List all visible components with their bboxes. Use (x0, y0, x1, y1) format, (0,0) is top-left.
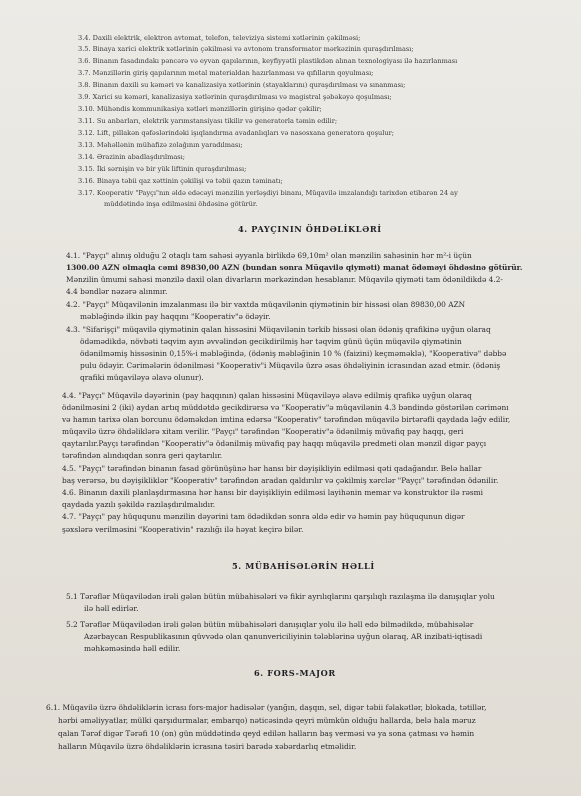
text-line: pulu ödəyir. Cərimələrin ödənilməsi "Kooperativ"i Müqavilə üzrə əsas öhdəliyinin icrasından azad etmir. (ödəniş (80, 361, 501, 370)
text-line: 4.3. "Sifarişçi" müqavilə qiymətinin qalan hissəsini Müqavilənin tərkib hissəsi olan ödəniş qrafikinə uyğun olaraq (66, 325, 491, 334)
text-line: qalan Tərəf digər Tərəfi 10 (on) gün müddətində qeyd edilən halların baş verməsi və ya sona çatması və həmin (58, 729, 475, 738)
section-heading: 5. MÜBAHİSƏLƏRİN HƏLLİ (232, 561, 375, 571)
text-line: baş verərsə, bu dəyişikliklər "Kooperativ" tərəfindən aradan qaldırılır və çəkilmiş xərclər "Payçı" tərəfindən ödənilir. (62, 476, 499, 485)
text-line: 4.4. "Payçı" Müqavilə dəyərinin (pay haqqının) qalan hissəsini Müqaviləyə əlavə edilmiş qrafikə uyğun olaraq (62, 391, 472, 400)
text-line: 5.2 Tərəflər Müqavilədən irəli gələn bütün mübahisələri danışıqlar yolu ilə həll edə bilmədikdə, mübahisələr (66, 620, 474, 629)
text-line: 4.5. "Payçı" tərəfindən binanın fasad görünüşünə hər hansı bir dəyişikliyin edilməsi qəti qadağandır. Belə hallar (62, 464, 482, 473)
text-line: 3.8. Binanın daxili su kəməri və kanalizasiya xətlərinin (stayaklarını) quraşdırılması və sınanması; (78, 81, 406, 89)
text-line: 5.1 Tərəflər Müqavilədən irəli gələn bütün mübahisələri və fikir ayrılıqlarını qarşılıqlı razılaşma ilə danışıqlar yolu (66, 592, 495, 601)
text-line: 4.4 bəndlər nəzərə alınmır. (66, 287, 168, 296)
text-line: ödəmədikdə, növbəti təqvim ayın əvvəlindən gecikdirilmiş hər təqvim günü üçün müqavilə qiymətinin (80, 337, 462, 346)
text-line: 3.10. Mühəndis kommunikasiya xətləri mənzillərin girişinə qədər çəkilir; (78, 105, 322, 113)
text-line: 6.1. Müqavilə üzrə öhdəliklərin icrası fors-major hadisələr (yanğın, daşqın, sel, digər təbii fəlakətlər, blokada, tətillər, (46, 703, 487, 712)
text-line: məhkəməsində həll edilir. (84, 644, 181, 653)
text-line: 3.11. Su anbarları, elektrik yarımstansiyası tikilir və generatorla təmin edilir; (78, 117, 338, 125)
text-line: 4.1. "Payçı" alınış olduğu 2 otaqlı tam sahəsi əyyanla birlikdə 69,10m² olan mənzilin sahəsinin hər m²-i üçün (66, 251, 472, 260)
text-line: ilə həll edirlər. (84, 604, 139, 613)
text-line: müqavilə üzrə öhdəliklərə xitam verilir. "Payçı" tərəfindən "Kooperativ"ə ödənilmiş müvafiq pay haqqı, geri (62, 427, 464, 436)
text-line: 4.2. "Payçı" Müqavilənin imzalanması ilə bir vaxtda müqavilənin qiymətinin bir hissəsi olan 89830,00 AZN (66, 300, 466, 309)
text-line: 3.6. Binanın fasadındakı pəncərə və eyvan qapılarının, keyfiyyətli plastikdən alınan texnologiyası ilə hazırlanması (78, 57, 458, 65)
text-line: tərəfindən alındıqdan sonra geri qaytarılır. (62, 451, 223, 460)
text-line: 3.4. Daxili elektrik, elektron avtomat, telefon, televiziya sistemi xətlərinin çəkilməsi; (78, 34, 361, 42)
text-line: 4.6. Binanın daxili planlaşdırmasına hər hansı bir dəyişikliyin edilməsi layihənin memar və konstruktor ilə rəsmi (62, 488, 484, 497)
text-line: Azərbaycan Respublikasının qüvvədə olan qanunvericiliyinin tələblərinə uyğun olaraq, AR inzibati-iqtisadi (84, 632, 483, 641)
text-line: hərbi əməliyyatlar, mülki qarşıdurmalar, embarqo) nəticəsində qeyri mümkün olduğu hallarda, belə hala məruz (58, 716, 476, 725)
text-line: 1300.00 AZN olmaqla cəmi 89830,00 AZN (bundan sonra Müqavilə qiyməti) manat ödəməyi öhdəsinə götürür. (66, 263, 523, 272)
text-line: 3.5. Binaya xarici elektrik xətlərinin çəkilməsi və avtonom transformator mərkəzinin quraşdırılması; (78, 45, 414, 53)
text-line: 3.13. Məhəllənin mühafizə zolağının yaradılması; (78, 141, 243, 149)
text-line: ödənilməsini 2 (iki) aydan artıq müddətdə gecikdirərsə və "Kooperativ"ə müqavilənin 4.3 bəndində göstərilən cərimənı (62, 403, 509, 412)
text-line: 3.12. Lift, pillakən qəfəslərindəki işıqlandırma avadanlıqları və nasosxana generatora qoşulur; (78, 129, 395, 137)
text-line: 3.14. Ərazinin abadlaşdırılması; (78, 153, 185, 161)
text-line: Mənzilin ümumi sahəsi mənzilə daxil olan divarların mərkəzindən hesablanır. Müqavilə qiyməti tam ödənildikdə 4.2- (66, 275, 503, 284)
text-line: müddətində inşa edilməsini öhdəsinə götürür. (104, 200, 258, 208)
section-heading: 6. FORS-MAJOR (254, 668, 336, 678)
text-line: şəxslərə verilməsini "Kooperativin" razılığı ilə həyat keçirə bilər. (62, 525, 304, 534)
text-line: 3.9. Xarici su kəməri, kanalizasiya xətlərinin quraşdırılması və magistral şəbəkəyə qoşulması; (78, 93, 392, 101)
text-line: halların Müqavilə üzrə öhdəliklərin icrasına təsiri barədə xəbərdarlıq etməlidir. (58, 742, 357, 751)
text-line: 3.7. Mənzillərin giriş qapılarının metal materialdan hazırlanması və qıfılların qoyulması; (78, 69, 374, 77)
text-line: qaydada yazılı şəkildə razılaşdırılmalıdır. (62, 500, 216, 509)
text-line: 3.15. İki sərnişin və bir yük liftinin quraşdırılması; (78, 165, 247, 173)
text-line: ödənilməmiş hissəsinin 0,15%-i məbləğində, (ödəniş məbləğinin 10 % (faizini) keçməməklə), "Kooperativə" dəbbə (80, 349, 507, 358)
text-line: 3.17. Kooperativ "Payçı"nın əldə edəcəyi mənzilin yerləşdiyi binanı, Müqavilə imzalandığı tarixdən etibarən 24 ay (78, 189, 458, 197)
text-line: və hamın tarixə olan borcunu ödəməkdən imtina edərsə "Kooperativ" tərəfindən müqavilə birtərəfli qaydada ləğv edilir, (62, 415, 511, 424)
section-heading: 4. PAYÇININ ÖHDƏLİKLƏRİ (238, 224, 382, 234)
text-line: 3.16. Binaya təbii qaz xəttinin çəkilişi və təbii qazın təminatı; (78, 177, 283, 185)
text-line: 4.7. "Payçı" pay hüququnu mənzilin dəyərini tam ödədikdən sonra əldə edir və həmin pay hüququnun digər (62, 512, 465, 521)
text-line: qrafiki müqaviləyə əlavə olunur). (80, 373, 204, 382)
text-line: məbləğində ilkin pay haqqını "Kooperativ"ə ödəyir. (80, 312, 271, 321)
text-line: qaytarılır.Payçı tərəfindən "Kooperativ"ə ödənilmiş müvafiq pay haqqı müqavilə predmeti olan mənzil digər payçı (62, 439, 487, 448)
